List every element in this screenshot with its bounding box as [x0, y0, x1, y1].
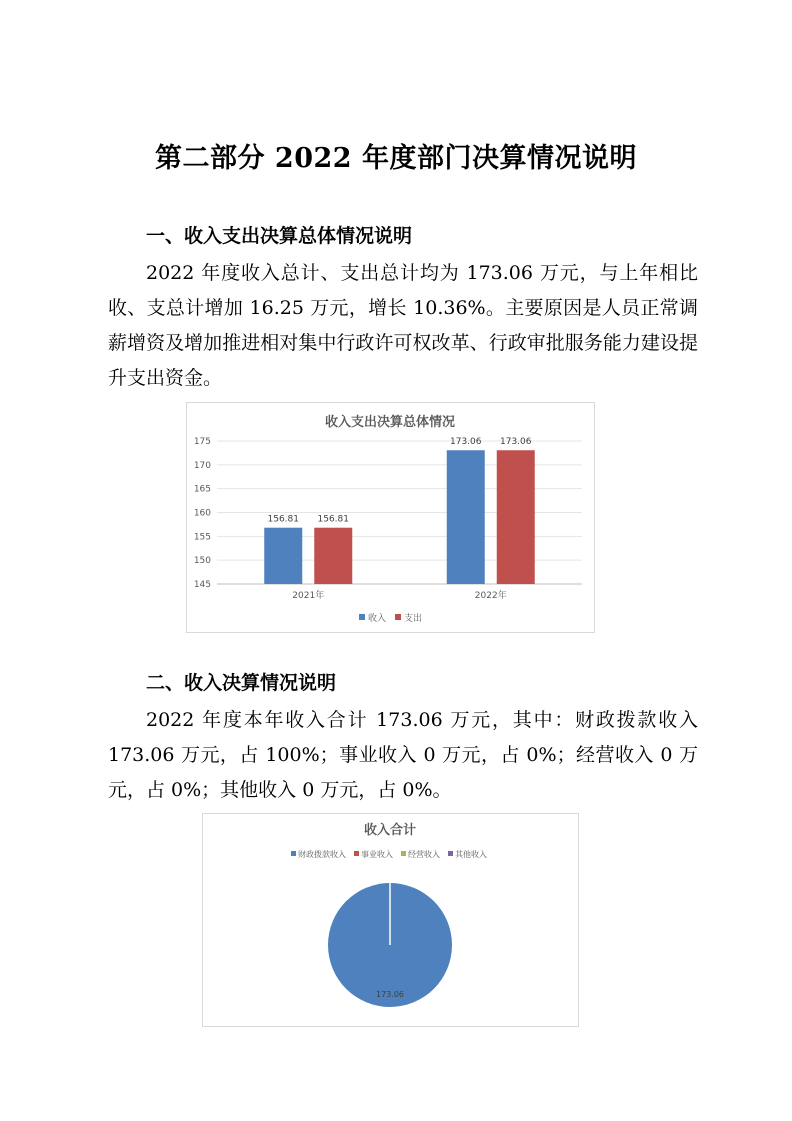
data-label: 173.06 [450, 437, 482, 448]
bar-支出-2021年 [314, 528, 352, 584]
bar-收入-2022年 [447, 450, 485, 584]
section-2-paragraph [108, 703, 698, 808]
section-2-heading: 二、收入决算情况说明 [146, 672, 337, 694]
y-tick-label: 150 [193, 556, 211, 567]
page-title: 第二部分 2022 年度部门决算情况说明 [155, 143, 637, 174]
legend-label: 财政拨款收入 [298, 850, 346, 859]
bar-支出-2022年 [497, 450, 535, 584]
legend-label: 其他收入 [455, 850, 487, 859]
legend-label: 事业收入 [361, 850, 393, 859]
legend-swatch [395, 614, 401, 620]
section-1-heading: 一、收入支出决算总体情况说明 [146, 225, 413, 247]
legend-swatch [359, 614, 365, 620]
bar-chart-frame [186, 402, 595, 633]
data-label: 156.81 [317, 514, 349, 525]
y-tick-label: 160 [193, 508, 211, 519]
chart-title: 收入支出决算总体情况 [324, 415, 456, 430]
y-tick-label: 145 [193, 580, 211, 590]
legend-swatch [401, 851, 406, 856]
y-tick-label: 165 [193, 484, 211, 495]
pie-chart [203, 814, 578, 1026]
x-tick-label: 2021年 [292, 591, 325, 601]
legend-label: 收入 [368, 614, 387, 624]
y-tick-label: 175 [193, 437, 211, 447]
legend-label: 经营收入 [408, 850, 440, 859]
y-tick-label: 155 [193, 532, 211, 543]
data-label: 173.06 [376, 990, 404, 999]
chart-title: 收入合计 [363, 823, 417, 838]
data-label: 173.06 [500, 437, 532, 448]
y-tick-label: 170 [193, 460, 211, 471]
legend-label: 支出 [404, 614, 423, 624]
section-2-paragraph-text: 2022 年度本年收入合计 173.06 万元，其中：财政拨款收入 173.06 万元，占 100%；事业收入 0 万元，占 0%；经营收入 0 万元，占 0%；其他收入 0 万元，占 0%。 [108, 709, 698, 801]
bar-chart [187, 403, 594, 632]
x-tick-label: 2022年 [474, 591, 507, 601]
section-1-paragraph-text: 2022 年度收入总计、支出总计均为 173.06 万元，与上年相比收、支总计增加 16.25 万元，增长 10.36%。主要原因是人员正常调薪增资及增加推进相对集中行政许可权改革、行政审批服务能力建设提升支出资金。 [108, 262, 698, 389]
legend-swatch [291, 851, 296, 856]
data-label: 156.81 [267, 514, 299, 525]
pie-chart-frame [202, 813, 579, 1027]
section-1-paragraph [108, 256, 698, 396]
legend-swatch [448, 851, 453, 856]
legend-swatch [354, 851, 359, 856]
bar-收入-2021年 [264, 528, 302, 584]
